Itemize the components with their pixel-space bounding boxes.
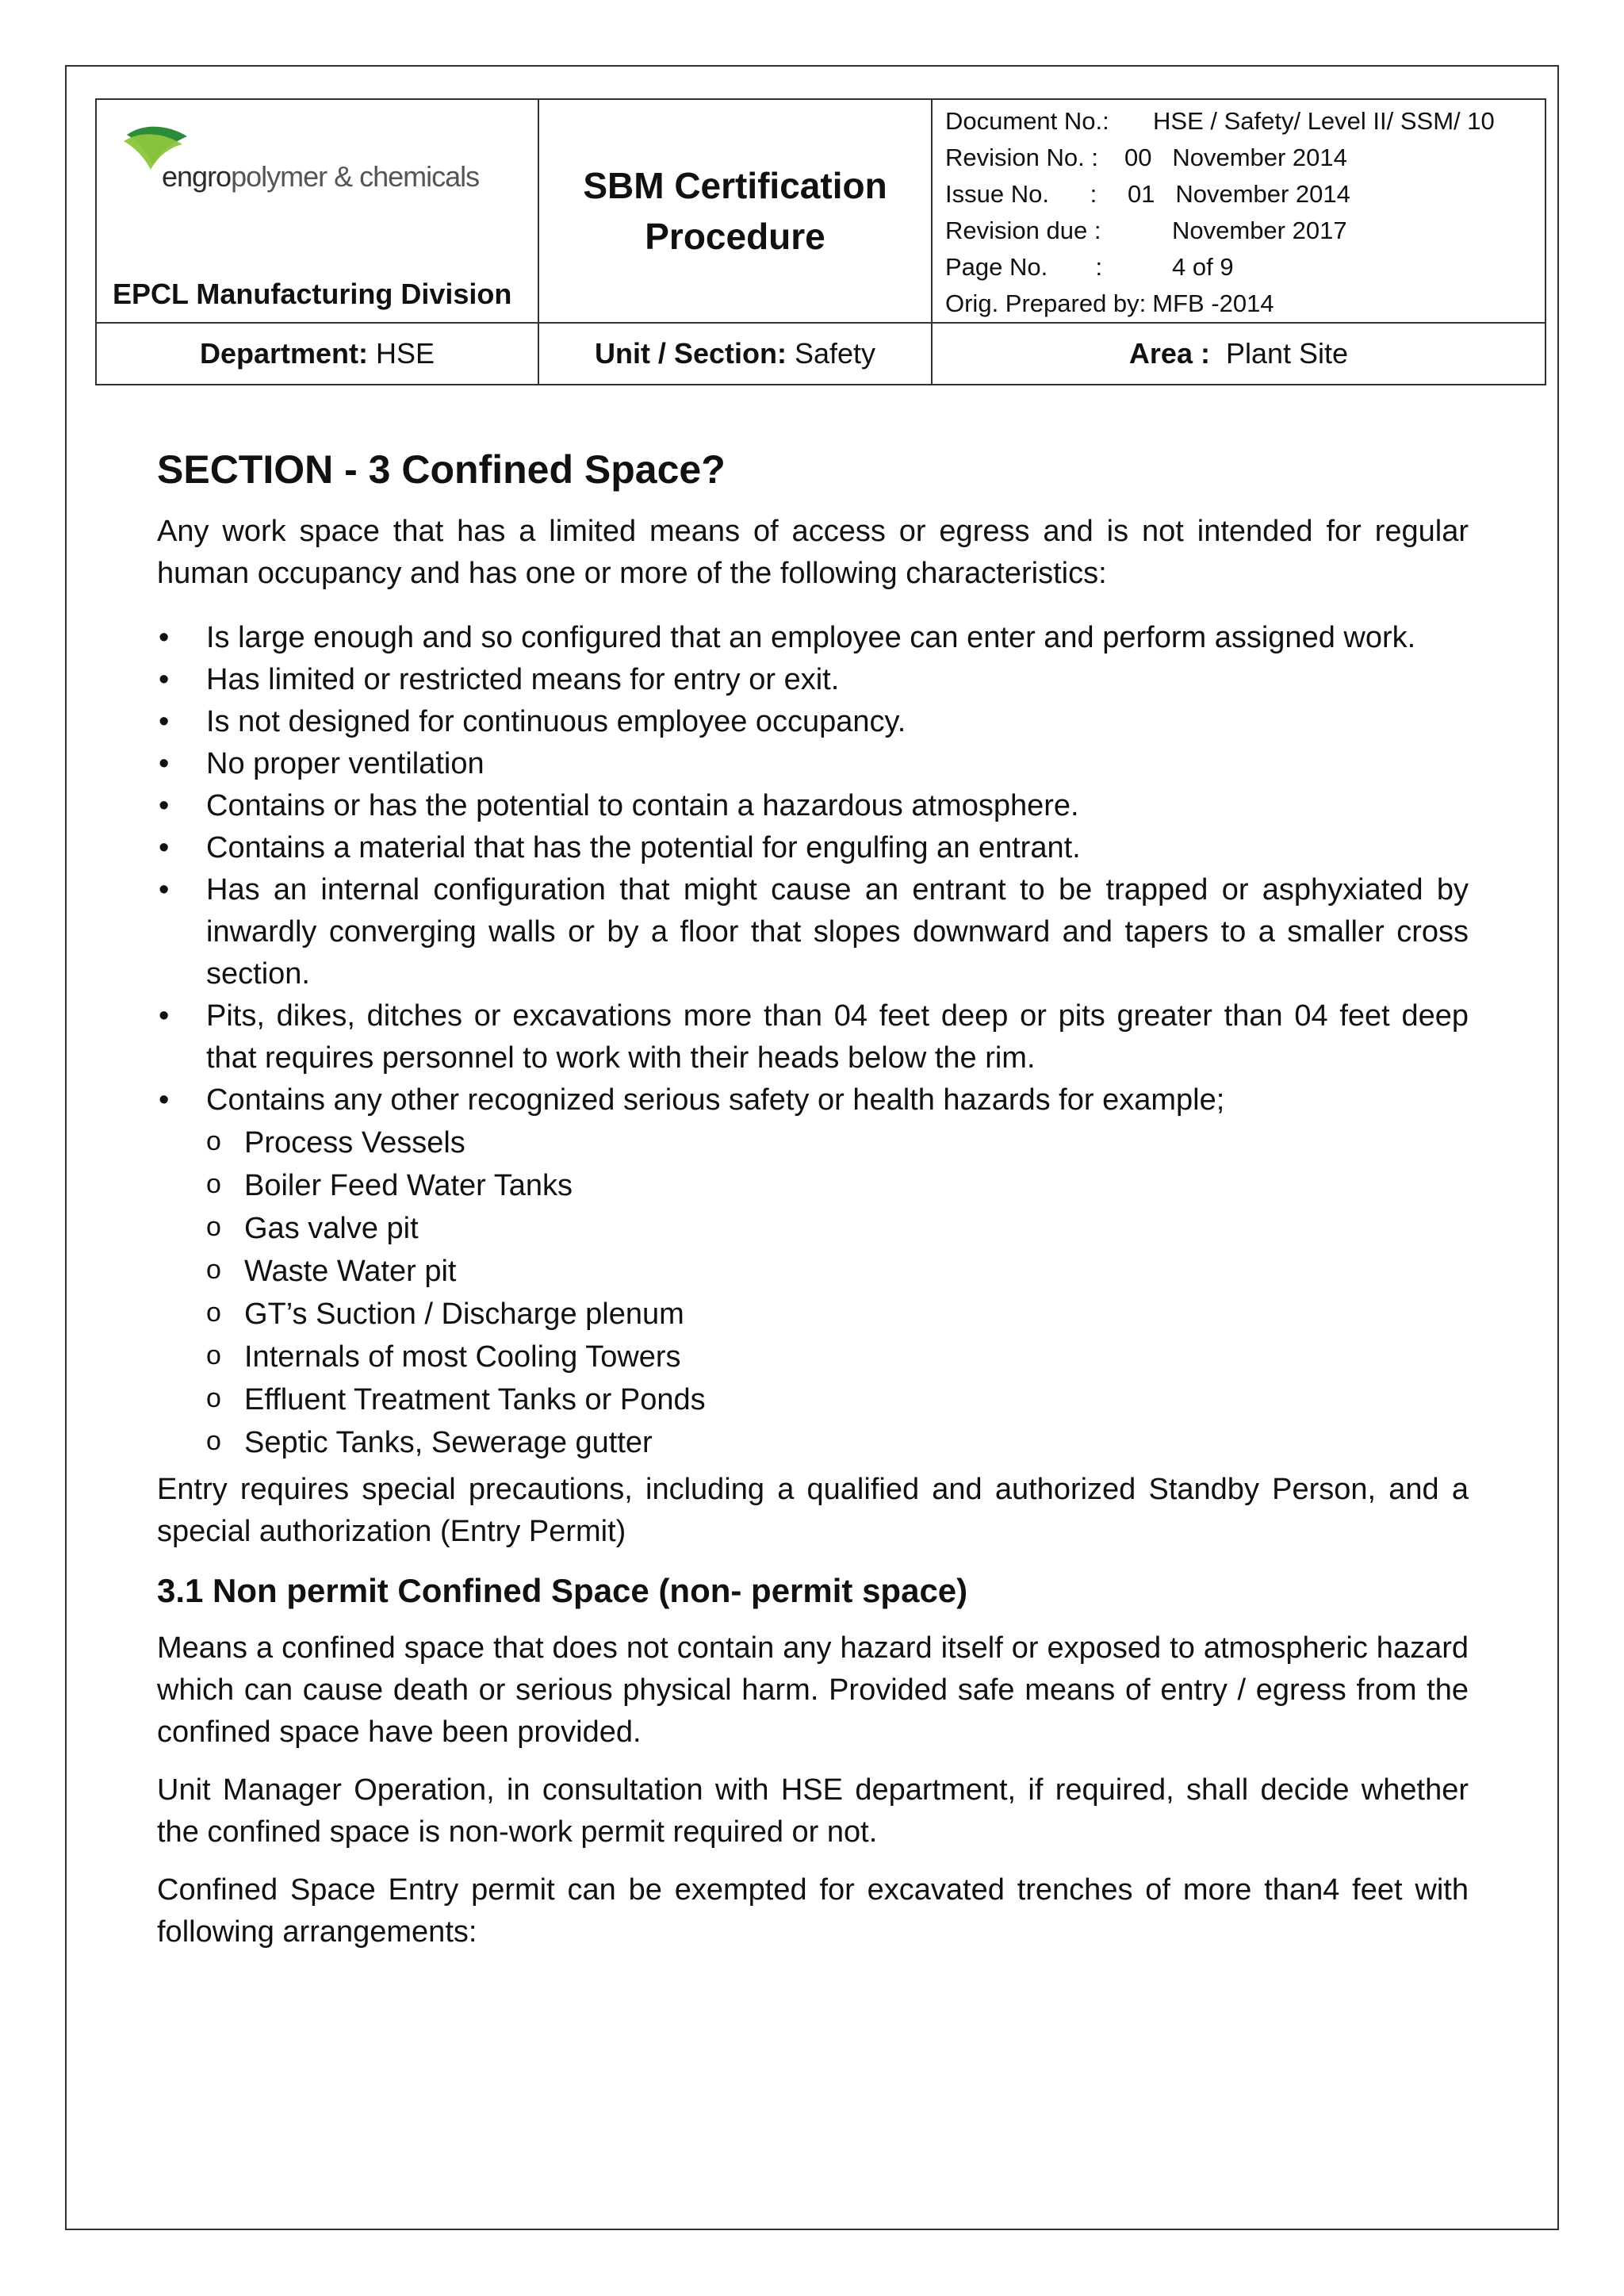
list-item: • Contains or has the potential to contain a hazardous atmosphere. xyxy=(157,785,1469,827)
list-item: • Contains any other recognized serious safety or health hazards for example; xyxy=(157,1079,1469,1121)
logo-wordmark: engropolymer & chemicals xyxy=(162,160,480,193)
section-3-closing: Entry requires special precautions, including a qualified and authorized Standby Person, and a special authorization (Entry Permit) xyxy=(157,1473,1469,1548)
section-3-intro: Any work space that has a limited means of access or egress and is not intended for regular human occupancy and has one or more of the following characteristics: xyxy=(157,515,1469,590)
list-item: • Contains a material that has the potential for engulfing an entrant. xyxy=(157,827,1469,869)
list-item: • No proper ventilation xyxy=(157,743,1469,785)
document-body xyxy=(157,428,1469,1969)
list-item: o Septic Tanks, Sewerage gutter xyxy=(206,1421,1469,1464)
logo-cell xyxy=(96,99,538,323)
list-item: o Effluent Treatment Tanks or Ponds xyxy=(206,1378,1469,1421)
meta-issue-no: Issue No. : 01 November 2014 xyxy=(945,180,1350,208)
division-name: EPCL Manufacturing Division xyxy=(113,278,512,310)
unit-section-cell: Unit / Section: Safety xyxy=(538,323,932,385)
list-item: • Pits, dikes, ditches or excavations more than 04 feet deep or pits greater than 04 feet deep that requires personnel to work with their heads below the rim. xyxy=(157,995,1469,1079)
examples-list xyxy=(206,1121,1469,1464)
list-item: o Gas valve pit xyxy=(206,1207,1469,1250)
section-3-heading: SECTION - 3 Confined Space? xyxy=(157,447,726,492)
meta-page-no: Page No. : 4 of 9 xyxy=(945,253,1234,281)
list-item: • Is not designed for continuous employee occupancy. xyxy=(157,701,1469,743)
section-3-1-heading: 3.1 Non permit Confined Space (non- permit space) xyxy=(157,1572,968,1609)
doc-title-line2: Procedure xyxy=(645,216,825,257)
company-logo xyxy=(113,121,525,200)
list-item: o Boiler Feed Water Tanks xyxy=(206,1164,1469,1207)
section-3-1-para-3: Confined Space Entry permit can be exempted for excavated trenches of more than4 feet with following arrangements: xyxy=(157,1873,1469,1949)
list-item: • Has an internal configuration that might cause an entrant to be trapped or asphyxiated by inwardly converging walls or by a floor that slopes downward and tapers to a smaller cross section. xyxy=(157,869,1469,995)
meta-revision-due: Revision due : November 2017 xyxy=(945,217,1347,244)
department-cell: Department: HSE xyxy=(96,323,538,385)
document-header xyxy=(95,98,1546,385)
list-item: o Process Vessels xyxy=(206,1121,1469,1164)
doc-title-line1: SBM Certification xyxy=(583,165,887,206)
list-item: o GT’s Suction / Discharge plenum xyxy=(206,1293,1469,1336)
section-3-1-para-2: Unit Manager Operation, in consultation with HSE department, if required, shall decide whether the confined space is non-work permit required or not. xyxy=(157,1773,1469,1849)
list-item: o Internals of most Cooling Towers xyxy=(206,1336,1469,1378)
section-3-1-para-1: Means a confined space that does not contain any hazard itself or exposed to atmospheric hazard which can cause death or serious physical harm. Provided safe means of entry / egress from the confined space have been provided. xyxy=(157,1631,1469,1749)
list-item: • Has limited or restricted means for entry or exit. xyxy=(157,659,1469,701)
characteristics-list xyxy=(157,617,1469,1121)
title-cell xyxy=(538,99,932,323)
list-item: • Is large enough and so configured that an employee can enter and perform assigned work. xyxy=(157,617,1469,659)
meta-cell xyxy=(932,99,1545,323)
meta-prepared-by: Orig. Prepared by: MFB -2014 xyxy=(945,289,1274,317)
area-cell: Area : Plant Site xyxy=(932,323,1545,385)
list-item: o Waste Water pit xyxy=(206,1250,1469,1293)
meta-document-no: Document No.: HSE / Safety/ Level II/ SSM/ 10 xyxy=(945,107,1495,135)
meta-revision-no: Revision No. : 00 November 2014 xyxy=(945,144,1347,171)
